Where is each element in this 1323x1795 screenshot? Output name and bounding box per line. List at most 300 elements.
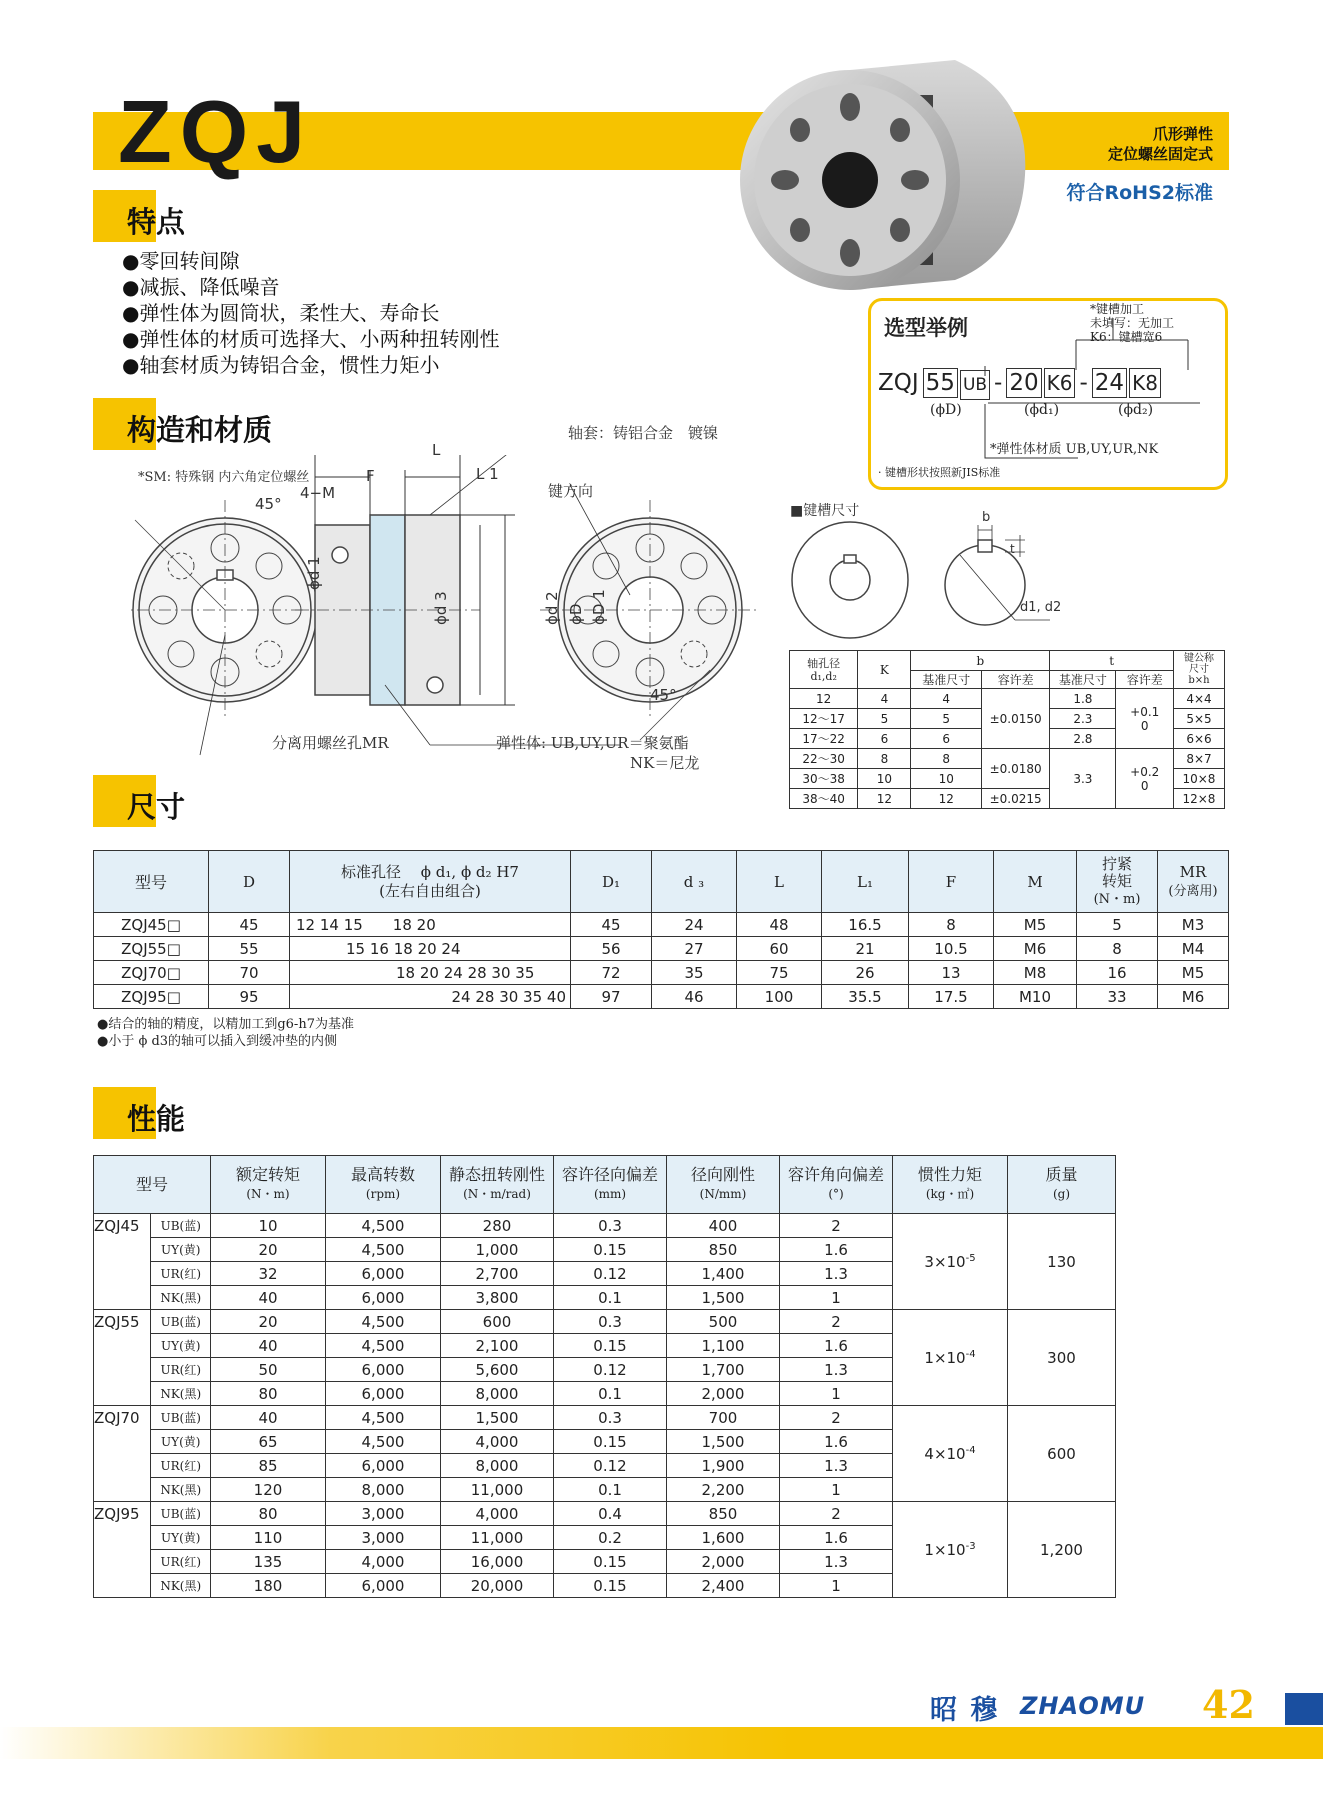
cell: 20 xyxy=(211,1310,326,1334)
cell: 20 xyxy=(211,1238,326,1262)
cell: 8 xyxy=(858,749,911,769)
table-row xyxy=(94,937,1229,961)
cell: 45 xyxy=(571,913,652,937)
cell: 4,500 xyxy=(326,1238,441,1262)
cell: 1,200 xyxy=(1008,1502,1116,1598)
cell: M6 xyxy=(1158,985,1229,1009)
section-performance xyxy=(93,1087,293,1139)
F-label: F xyxy=(366,467,375,485)
cell: 8,000 xyxy=(441,1382,554,1406)
cell: 280 xyxy=(441,1214,554,1238)
th-torque xyxy=(1077,851,1158,913)
footer-band xyxy=(0,1727,1323,1759)
cell: 600 xyxy=(1008,1406,1116,1502)
cell: M4 xyxy=(1158,937,1229,961)
th-bore xyxy=(290,851,571,913)
code-k2: K8 xyxy=(1129,368,1161,398)
th-text: 键公称 xyxy=(1183,653,1214,664)
D-label: ϕD xyxy=(567,603,585,625)
cell: 16,000 xyxy=(441,1550,554,1574)
cell: 0.15 xyxy=(554,1430,667,1454)
dimension-table xyxy=(93,850,1229,1009)
cell: 26 xyxy=(822,961,909,985)
th-text: (N・m) xyxy=(246,1187,290,1201)
cell: UR(红) xyxy=(151,1550,211,1574)
inertia-value: 3×10 xyxy=(924,1252,966,1271)
performance-table xyxy=(93,1155,1116,1598)
cell: 11,000 xyxy=(441,1478,554,1502)
th-text: b×h xyxy=(1188,675,1210,686)
cell: 2 xyxy=(780,1310,893,1334)
d3-label: ϕd 3 xyxy=(432,591,450,625)
cell: 5 xyxy=(858,709,911,729)
perf-th xyxy=(667,1156,780,1214)
inertia-exponent: -3 xyxy=(965,1540,976,1552)
cell: UB(蓝) xyxy=(151,1502,211,1526)
cell: 24 xyxy=(652,913,737,937)
cell xyxy=(1116,749,1173,809)
cell: 100 xyxy=(737,985,822,1009)
cell: M6 xyxy=(994,937,1077,961)
th-text: 轴孔径 xyxy=(807,656,841,670)
cell: 60 xyxy=(737,937,822,961)
table-header-row xyxy=(94,1156,1116,1214)
cell: 13 xyxy=(909,961,994,985)
cell: 5 xyxy=(1077,913,1158,937)
cell: 12 xyxy=(790,689,858,709)
cell: 12 xyxy=(911,789,982,809)
cell: 850 xyxy=(667,1238,780,1262)
cell: 600 xyxy=(441,1310,554,1334)
cell: 6,000 xyxy=(326,1454,441,1478)
section-features xyxy=(93,190,293,242)
cell: 11,000 xyxy=(441,1526,554,1550)
keyway-d-label: d1, d2 xyxy=(1020,600,1062,615)
cell: 50 xyxy=(211,1358,326,1382)
cell: 120 xyxy=(211,1478,326,1502)
cell: 12×8 xyxy=(1173,789,1224,809)
cell: 70 xyxy=(209,961,290,985)
th-D1: D₁ xyxy=(571,851,652,913)
cell: NK(黑) xyxy=(151,1382,211,1406)
cell: 2,700 xyxy=(441,1262,554,1286)
section-structure xyxy=(93,398,343,450)
key-th-t: t xyxy=(1050,651,1174,671)
cell: 12～17 xyxy=(790,709,858,729)
cell: 1.3 xyxy=(780,1454,893,1478)
inertia-cell xyxy=(893,1406,1008,1502)
th-text: 静态扭转刚性 xyxy=(448,1165,545,1184)
code-k1: K6 xyxy=(1044,368,1076,398)
cell: 2,200 xyxy=(667,1478,780,1502)
cell: 3.3 xyxy=(1050,749,1116,809)
cell: 5×5 xyxy=(1173,709,1224,729)
th-F: F xyxy=(909,851,994,913)
cell: 8 xyxy=(909,913,994,937)
perf-th xyxy=(441,1156,554,1214)
d1-label: ϕd 1 xyxy=(305,556,323,590)
cell: 1,500 xyxy=(441,1406,554,1430)
th-text: 惯性力矩 xyxy=(917,1165,982,1184)
tol-text: +0.1 xyxy=(1130,704,1160,719)
th-text: 质量 xyxy=(1045,1165,1078,1184)
cell: 1 xyxy=(780,1478,893,1502)
perf-th xyxy=(326,1156,441,1214)
cell: UR(红) xyxy=(151,1358,211,1382)
mr-hole-label: 分离用螺丝孔MR xyxy=(272,734,389,752)
subtitle-line1: 爪形弹性 xyxy=(1152,125,1213,143)
th-text: 转矩 xyxy=(1101,871,1132,890)
cell: 35.5 xyxy=(822,985,909,1009)
code-elastomer: UB xyxy=(960,370,990,400)
inertia-value: 1×10 xyxy=(924,1348,966,1367)
key-th-K: K xyxy=(858,651,911,689)
cell: 12 14 15 18 20 xyxy=(290,913,571,937)
cell: 40 xyxy=(211,1334,326,1358)
perf-th xyxy=(554,1156,667,1214)
cell: 4,500 xyxy=(326,1406,441,1430)
cell: ZQJ70 xyxy=(94,1406,151,1502)
perf-th xyxy=(94,1156,211,1214)
cell: 6,000 xyxy=(326,1286,441,1310)
key-th-b: b xyxy=(911,651,1050,671)
cell: 21 xyxy=(822,937,909,961)
cell: 80 xyxy=(211,1382,326,1406)
cell: 0.1 xyxy=(554,1382,667,1406)
perf-th xyxy=(1008,1156,1116,1214)
th-text: (rpm) xyxy=(365,1187,401,1201)
cell: 27 xyxy=(652,937,737,961)
key-th-base: 基准尺寸 xyxy=(1050,671,1116,689)
brand-chinese: 昭 穆 xyxy=(930,1695,1000,1726)
cell: 35 xyxy=(652,961,737,985)
cell: M10 xyxy=(994,985,1077,1009)
th-text: MR xyxy=(1179,862,1207,881)
th-L1: L₁ xyxy=(822,851,909,913)
cell: 2,000 xyxy=(667,1382,780,1406)
cell: 6,000 xyxy=(326,1262,441,1286)
dimension-notes xyxy=(97,1016,354,1050)
th-text: (分离用) xyxy=(1168,883,1218,899)
cell: 110 xyxy=(211,1526,326,1550)
cell: ZQJ55□ xyxy=(94,937,209,961)
cell: 10 xyxy=(911,769,982,789)
th-text: 最高转数 xyxy=(350,1165,415,1184)
th-mr xyxy=(1158,851,1229,913)
perf-th xyxy=(211,1156,326,1214)
cell: NK(黑) xyxy=(151,1574,211,1598)
table-row xyxy=(94,985,1229,1009)
cell: 4×4 xyxy=(1173,689,1224,709)
key-th-base: 基准尺寸 xyxy=(911,671,982,689)
section-title: 性能 xyxy=(127,1102,186,1136)
cell: 10.5 xyxy=(909,937,994,961)
cell: 1,500 xyxy=(667,1430,780,1454)
cell: 2,100 xyxy=(441,1334,554,1358)
cell: 4,500 xyxy=(326,1310,441,1334)
cell: UY(黄) xyxy=(151,1238,211,1262)
cell: 17.5 xyxy=(909,985,994,1009)
keyway-title: ■键槽尺寸 xyxy=(790,503,860,519)
code-model: ZQJ xyxy=(878,370,919,396)
hub-material: 轴套：铸铝合金 镀镍 xyxy=(568,424,719,442)
cell: 6,000 xyxy=(326,1382,441,1406)
cell: ZQJ70□ xyxy=(94,961,209,985)
material-note: *弹性体材质 UB,UY,UR,NK xyxy=(990,442,1159,457)
cell: 97 xyxy=(571,985,652,1009)
th-M: M xyxy=(994,851,1077,913)
th-text: 型号 xyxy=(135,1174,168,1194)
cell: 1.6 xyxy=(780,1238,893,1262)
th-text: d₁,d₂ xyxy=(810,669,837,683)
tol-text: 0 xyxy=(1140,718,1149,733)
cell: 130 xyxy=(1008,1214,1116,1310)
cell: 95 xyxy=(209,985,290,1009)
note-line: ●结合的轴的精度，以精加工到g6-h7为基准 xyxy=(97,1017,354,1032)
cell: 40 xyxy=(211,1406,326,1430)
cell: 1.6 xyxy=(780,1430,893,1454)
cell: 80 xyxy=(211,1502,326,1526)
elastomer-label-1: 弹性体: UB,UY,UR＝聚氨酯 xyxy=(496,734,689,752)
code-d2: 24 xyxy=(1092,368,1127,398)
section-title: 特点 xyxy=(127,205,186,239)
th-d3: d ₃ xyxy=(652,851,737,913)
note-line: 未填写：无加工 xyxy=(1090,316,1175,330)
cell: 2 xyxy=(780,1502,893,1526)
inertia-exponent: -4 xyxy=(965,1444,976,1456)
cell: 8 xyxy=(911,749,982,769)
cell: 0.15 xyxy=(554,1238,667,1262)
feature-item: ● 零回转间隙 xyxy=(122,248,499,274)
th-text: (N・m/rad) xyxy=(463,1187,531,1201)
cell: 16 xyxy=(1077,961,1158,985)
code-dash: - xyxy=(1079,370,1088,396)
cell: 3,800 xyxy=(441,1286,554,1310)
th-model: 型号 xyxy=(94,851,209,913)
cell: 0.15 xyxy=(554,1550,667,1574)
selection-leader-lines xyxy=(868,298,1228,488)
key-direction: 键方向 xyxy=(548,482,594,500)
inertia-value: 4×10 xyxy=(924,1444,966,1463)
cell: UY(黄) xyxy=(151,1430,211,1454)
cell: ±0.0180 xyxy=(981,749,1049,789)
cell: 15 16 18 20 24 xyxy=(290,937,571,961)
cell: 1 xyxy=(780,1574,893,1598)
cell: ±0.0215 xyxy=(981,789,1049,809)
cell: 48 xyxy=(737,913,822,937)
key-th-tol: 容许差 xyxy=(1116,671,1173,689)
code-dash: - xyxy=(994,370,1003,396)
cell: 2,400 xyxy=(667,1574,780,1598)
key-th-tol: 容许差 xyxy=(981,671,1049,689)
cell: 3,000 xyxy=(326,1526,441,1550)
cell: M5 xyxy=(994,913,1077,937)
th-text: (左右自由组合) xyxy=(379,881,481,900)
section-title: 构造和材质 xyxy=(127,413,273,447)
cell: 6 xyxy=(911,729,982,749)
cell: 75 xyxy=(737,961,822,985)
feature-list xyxy=(122,248,499,378)
cell xyxy=(1116,689,1173,749)
th-text: 尺寸 xyxy=(1188,664,1209,675)
cell: 2,000 xyxy=(667,1550,780,1574)
cell: 46 xyxy=(652,985,737,1009)
th-text: 容许角向偏差 xyxy=(787,1165,884,1184)
table-row xyxy=(94,1502,1116,1526)
cell: 6×6 xyxy=(1173,729,1224,749)
cell: UR(红) xyxy=(151,1262,211,1286)
cell: 4,500 xyxy=(326,1334,441,1358)
cell: UR(红) xyxy=(151,1454,211,1478)
cell: 135 xyxy=(211,1550,326,1574)
angle-label-left: 45° xyxy=(255,495,282,513)
cell: 1 xyxy=(780,1286,893,1310)
cell: 700 xyxy=(667,1406,780,1430)
cell: 10 xyxy=(858,769,911,789)
inertia-cell xyxy=(893,1502,1008,1598)
feature-item: ● 轴套材质为铸铝合金，惯性力矩小 xyxy=(122,352,499,378)
product-photo xyxy=(740,55,1040,300)
cell: 24 28 30 35 40 xyxy=(290,985,571,1009)
label-d2: (ϕd₂) xyxy=(1118,402,1154,418)
brand-logo: ZHAOMU xyxy=(1020,1692,1146,1720)
cell: 8,000 xyxy=(326,1478,441,1502)
cell: 8 xyxy=(1077,937,1158,961)
cell: 0.3 xyxy=(554,1310,667,1334)
d2-label: ϕd 2 xyxy=(543,591,561,625)
subtitle-line2: 定位螺丝固定式 xyxy=(1107,145,1213,163)
cell: 4,000 xyxy=(326,1550,441,1574)
table-row xyxy=(94,961,1229,985)
cell: UB(蓝) xyxy=(151,1214,211,1238)
table-row xyxy=(94,1406,1116,1430)
cell: 18 20 24 28 30 35 xyxy=(290,961,571,985)
th-text: 额定转矩 xyxy=(235,1165,300,1184)
cell: 1.8 xyxy=(1050,689,1116,709)
cell: ZQJ95 xyxy=(94,1502,151,1598)
section-title: 尺寸 xyxy=(127,790,186,824)
cell: 1,500 xyxy=(667,1286,780,1310)
cell: ZQJ45 xyxy=(94,1214,151,1310)
table-row xyxy=(94,1310,1116,1334)
page-title: ZQJ xyxy=(118,82,314,181)
table-row xyxy=(790,749,1225,769)
cell: 56 xyxy=(571,937,652,961)
cell: 5 xyxy=(911,709,982,729)
cell: 0.1 xyxy=(554,1478,667,1502)
cell: 8,000 xyxy=(441,1454,554,1478)
cell: ZQJ45□ xyxy=(94,913,209,937)
cell: ±0.0150 xyxy=(981,689,1049,749)
perf-th xyxy=(893,1156,1008,1214)
feature-item: ● 弹性体为圆筒状，柔性大、寿命长 xyxy=(122,300,499,326)
rohs-label: 符合RoHS2标准 xyxy=(1066,182,1213,204)
code-d1: 20 xyxy=(1006,368,1041,398)
cell: UB(蓝) xyxy=(151,1406,211,1430)
cell: 0.2 xyxy=(554,1526,667,1550)
cell: 17～22 xyxy=(790,729,858,749)
cell: 30～38 xyxy=(790,769,858,789)
key-th-bore xyxy=(790,651,858,689)
elastomer-label-2: NK＝尼龙 xyxy=(630,754,700,772)
label-d1: (ϕd₁) xyxy=(1024,402,1060,418)
feature-item: ● 弹性体的材质可选择大、小两种扭转刚性 xyxy=(122,326,499,352)
cell: NK(黑) xyxy=(151,1478,211,1502)
cell: UB(蓝) xyxy=(151,1310,211,1334)
cell: 6,000 xyxy=(326,1358,441,1382)
cell: 0.12 xyxy=(554,1358,667,1382)
cell: 1,700 xyxy=(667,1358,780,1382)
cell: 2 xyxy=(780,1214,893,1238)
footer-blue-block xyxy=(1285,1693,1323,1725)
cell: 1 xyxy=(780,1382,893,1406)
cell: 1,600 xyxy=(667,1526,780,1550)
th-L: L xyxy=(737,851,822,913)
feature-item: ● 减振、降低噪音 xyxy=(122,274,499,300)
cell: 45 xyxy=(209,913,290,937)
cell: 20,000 xyxy=(441,1574,554,1598)
cell: 0.15 xyxy=(554,1574,667,1598)
cell: 300 xyxy=(1008,1310,1116,1406)
cell: ZQJ55 xyxy=(94,1310,151,1406)
cell: 0.15 xyxy=(554,1334,667,1358)
th-text: 拧紧 xyxy=(1101,854,1132,873)
cell: 4,000 xyxy=(441,1502,554,1526)
th-text: 径向刚性 xyxy=(690,1165,755,1184)
cell: UY(黄) xyxy=(151,1334,211,1358)
cell: 2.8 xyxy=(1050,729,1116,749)
cell: M3 xyxy=(1158,913,1229,937)
keyway-t: t xyxy=(1010,542,1015,556)
cell: 1.6 xyxy=(780,1334,893,1358)
cell: 2.3 xyxy=(1050,709,1116,729)
cell: M8 xyxy=(994,961,1077,985)
th-text: (g) xyxy=(1052,1187,1071,1201)
cell: 1.3 xyxy=(780,1550,893,1574)
keyway-b: b xyxy=(982,510,991,525)
cell: 4,000 xyxy=(441,1430,554,1454)
page-number: 42 xyxy=(1202,1682,1255,1727)
th-text: (mm) xyxy=(593,1187,627,1201)
cell: NK(黑) xyxy=(151,1286,211,1310)
cell: 72 xyxy=(571,961,652,985)
cell: 38～40 xyxy=(790,789,858,809)
cell: 500 xyxy=(667,1310,780,1334)
cell: 10×8 xyxy=(1173,769,1224,789)
cell: 4 xyxy=(911,689,982,709)
jis-note: · 键槽形状按照新JIS标准 xyxy=(878,466,1001,479)
cell: 0.12 xyxy=(554,1454,667,1478)
cell: 65 xyxy=(211,1430,326,1454)
cell: 10 xyxy=(211,1214,326,1238)
cell: 3,000 xyxy=(326,1502,441,1526)
inertia-exponent: -4 xyxy=(965,1348,976,1360)
cell: 5,600 xyxy=(441,1358,554,1382)
sm-note: *SM: 特殊钢 内六角定位螺丝 xyxy=(138,470,310,485)
inertia-value: 1×10 xyxy=(924,1540,966,1559)
th-text: (N/mm) xyxy=(699,1187,747,1201)
L1-label: L 1 xyxy=(476,465,499,483)
cell: 6 xyxy=(858,729,911,749)
note-line: ●小于 ϕ d3的轴可以插入到缓冲垫的内侧 xyxy=(97,1034,338,1049)
cell: ZQJ95□ xyxy=(94,985,209,1009)
angle-label-right: 45° xyxy=(650,686,677,704)
table-row xyxy=(94,1214,1116,1238)
th-text: (N・m) xyxy=(1093,891,1141,907)
structure-drawing xyxy=(130,455,790,785)
section-dimensions xyxy=(93,775,293,827)
m-label: 4−M xyxy=(300,484,336,502)
